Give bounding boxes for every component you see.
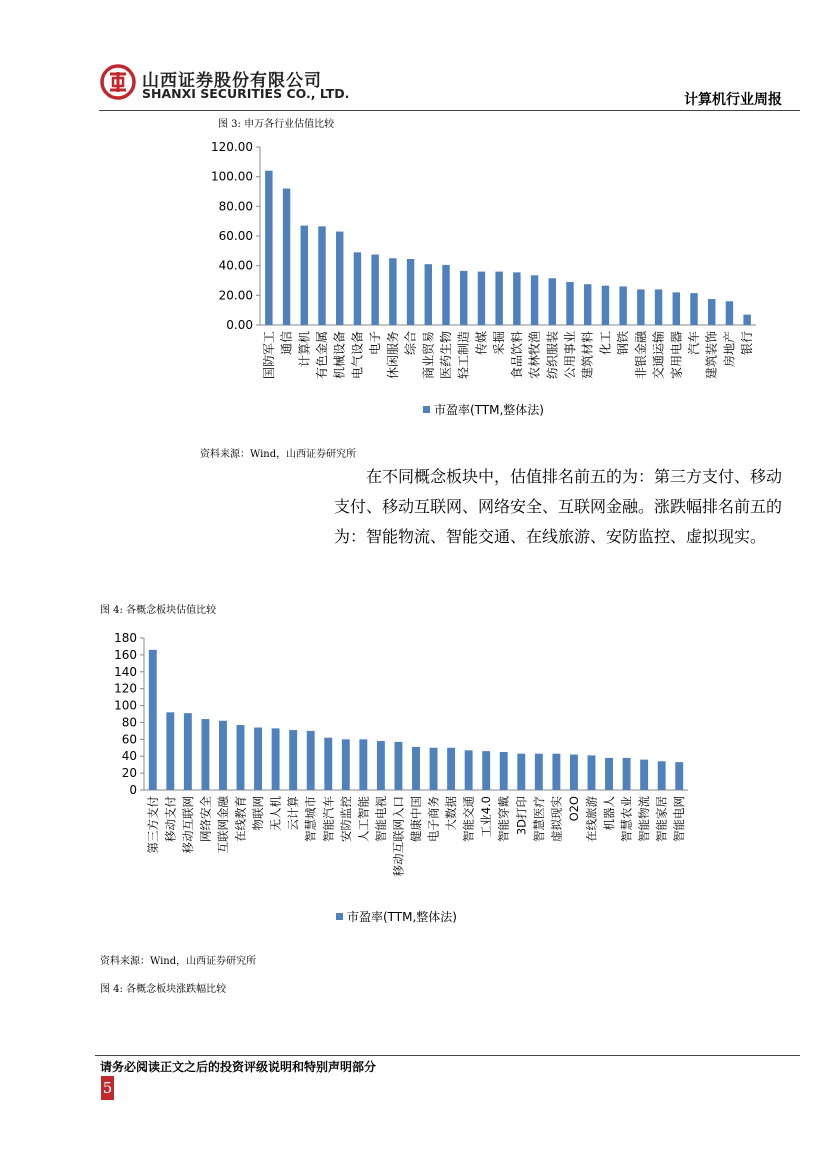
bar [588,755,596,790]
bar [272,728,280,790]
bar [425,264,432,325]
y-tick-label: 140 [114,664,137,679]
x-category-label: 移动互联网 [180,796,195,854]
bar [584,284,591,325]
x-category-label: 云计算 [286,796,301,831]
bar [690,293,697,325]
legend-label: 市盈率(TTM,整体法) [347,910,457,924]
x-category-label: 传媒 [474,331,489,356]
bar [342,739,350,790]
x-category-label: 建筑材料 [580,331,595,380]
x-category-label: 物联网 [251,796,266,831]
y-tick-label: 160 [114,647,137,662]
y-tick-label: 40 [121,749,137,764]
x-category-label: 智慧城市 [303,796,318,842]
body-paragraph: 在不同概念板块中，估值排名前五的为：第三方支付、移动支付、移动互联网、网络安全、互联网金融。涨跌幅排名前五的为：智能物流、智能交通、在线旅游、安防监控、虚拟现实。 [334,467,783,546]
bar [289,730,297,790]
figure3-source: 资料来源：Wind，山西证券研究所 [200,449,357,460]
x-category-label: 电子商务 [426,796,441,842]
y-tick-label: 0.00 [226,318,253,332]
x-category-label: 移动支付 [163,796,178,842]
x-category-label: 房地产 [722,331,737,368]
x-category-label: 智慧农业 [619,796,634,842]
bar [283,189,290,325]
x-category-label: 智能穿戴 [496,796,511,842]
x-category-label: 汽车 [687,331,701,356]
x-category-label: 虚拟现实 [549,796,564,842]
disclaimer-note: 请务必阅读正文之后的投资评级说明和特别声明部分 [100,1060,377,1074]
bar [407,259,414,325]
x-category-label: 在线旅游 [584,796,599,842]
bar [237,725,245,790]
bar [708,299,715,325]
x-category-label: 3D打印 [514,796,529,836]
bar [673,292,680,325]
legend-swatch [336,913,343,920]
bar [336,232,343,325]
x-category-label: 纺织服装 [545,331,560,380]
figure4-caption: 图 4: 各概念板块估值比较 [100,605,217,616]
bar [513,272,520,325]
x-category-label: 化工 [598,331,613,356]
bar [743,315,750,325]
x-category-label: 智能交通 [461,796,476,842]
bar [658,761,666,790]
y-tick-label: 80 [121,715,137,730]
x-category-label: 健康中国 [409,796,423,842]
y-tick-label: 40.00 [218,258,253,273]
x-category-label: 商业贸易 [421,331,436,380]
bar [442,265,449,325]
x-category-label: 智能汽车 [321,796,336,842]
x-category-label: 计算机 [297,331,312,368]
bar [395,742,403,790]
x-category-label: 通信 [279,331,294,356]
x-category-label: 无人机 [268,796,283,831]
y-tick-label: 60 [121,732,137,747]
company-logo [100,62,136,102]
bar [254,728,262,790]
bar [318,226,325,325]
bar [552,754,560,790]
x-category-label: 网络安全 [198,796,213,842]
industry-pe-chart [200,135,780,440]
x-category-label: 采掘 [492,331,507,356]
company-name-en: SHANXI SECURITIES CO., LTD. [142,86,350,101]
x-category-label: 智能电视 [373,796,388,842]
bar [570,755,578,790]
x-category-label: 有色金属 [315,331,329,380]
x-category-label: 第三方支付 [145,796,160,854]
x-category-label: 食品饮料 [509,331,524,380]
bar [301,226,308,325]
bar [605,758,613,790]
x-category-label: 机械设备 [332,331,347,380]
bar [495,272,502,325]
legend-label: 市盈率(TTM,整体法) [434,403,544,417]
x-category-label: 电子 [368,331,383,356]
bar [371,255,378,325]
x-category-label: 人工智能 [356,796,371,842]
bar [324,738,332,790]
bar [389,258,396,325]
x-category-label: 休闲服务 [385,331,400,380]
bar [184,713,192,790]
bar [531,275,538,325]
bar [447,748,455,790]
bar [566,282,573,325]
bar [478,272,485,325]
x-category-label: 轻工制造 [456,331,471,380]
y-tick-label: 180 [114,631,137,645]
x-category-label: 非银金融 [633,331,648,380]
x-category-label: 互联网金融 [215,796,230,854]
bar [219,721,227,790]
bar [265,171,272,325]
bar [640,760,648,790]
header-divider [99,110,800,111]
x-category-label: 医药生物 [439,331,453,380]
y-tick-label: 120 [114,681,137,696]
figure4-source: 资料来源：Wind，山西证券研究所 [100,956,257,967]
y-tick-label: 20 [121,766,137,781]
x-category-label: 农林牧渔 [527,331,542,380]
x-category-label: 机器人 [602,796,617,831]
x-category-label: 钢铁 [616,331,631,356]
x-category-label: 建筑装饰 [704,331,719,380]
x-category-label: 电气设备 [350,331,365,380]
bar [166,712,174,790]
bar [359,739,367,790]
bar [619,286,626,325]
footer-divider [95,1055,800,1056]
bar [482,751,490,790]
x-category-label: 大数据 [444,796,459,831]
y-tick-label: 80.00 [218,199,253,214]
x-category-label: 智能家居 [654,796,669,842]
x-category-label: 移动互联网入口 [391,796,406,877]
bar [465,750,473,790]
y-tick-label: 60.00 [218,229,253,243]
y-tick-label: 120.00 [211,140,253,154]
x-category-label: 家用电器 [669,331,684,380]
bar [354,252,361,325]
x-category-label: 交通运输 [651,331,666,380]
x-category-label: 安防监控 [338,796,353,842]
x-category-label: 公用事业 [563,331,577,380]
y-tick-label: 100 [114,698,137,713]
bar [460,271,467,325]
bar [517,754,525,790]
bar [377,741,385,790]
report-title: 计算机行业周报 [684,92,782,108]
bar [149,650,157,790]
figure5-caption: 图 4: 各概念板块涨跌幅比较 [100,984,227,995]
bar [549,278,556,325]
x-category-label: 智慧医疗 [531,796,546,842]
bar [602,286,609,325]
concept-pe-chart [100,625,700,935]
company-name-cn: 山西证券股份有限公司 [142,71,322,91]
x-category-label: O2O [566,796,581,822]
bar [655,289,662,325]
bar [637,289,644,325]
bar [726,301,733,325]
x-category-label: 国防军工 [261,331,276,380]
x-category-label: 智能电网 [672,796,687,842]
bar [201,719,209,790]
bar [430,748,438,790]
x-category-label: 银行 [740,331,755,356]
bar [412,747,420,790]
x-category-label: 综合 [403,331,418,356]
y-tick-label: 20.00 [218,288,253,303]
page-number: 5 [101,1076,114,1100]
x-category-label: 工业4.0 [479,796,494,838]
y-tick-label: 0 [129,783,137,797]
bar [535,754,543,790]
figure3-caption: 图 3: 申万各行业估值比较 [218,119,335,130]
bar [623,758,631,790]
x-category-label: 在线教育 [233,796,248,842]
y-tick-label: 100.00 [211,169,253,184]
bar [675,762,683,790]
legend-swatch [423,406,430,413]
bar [307,731,315,790]
x-category-label: 智能物流 [637,796,652,842]
bar [500,752,508,790]
